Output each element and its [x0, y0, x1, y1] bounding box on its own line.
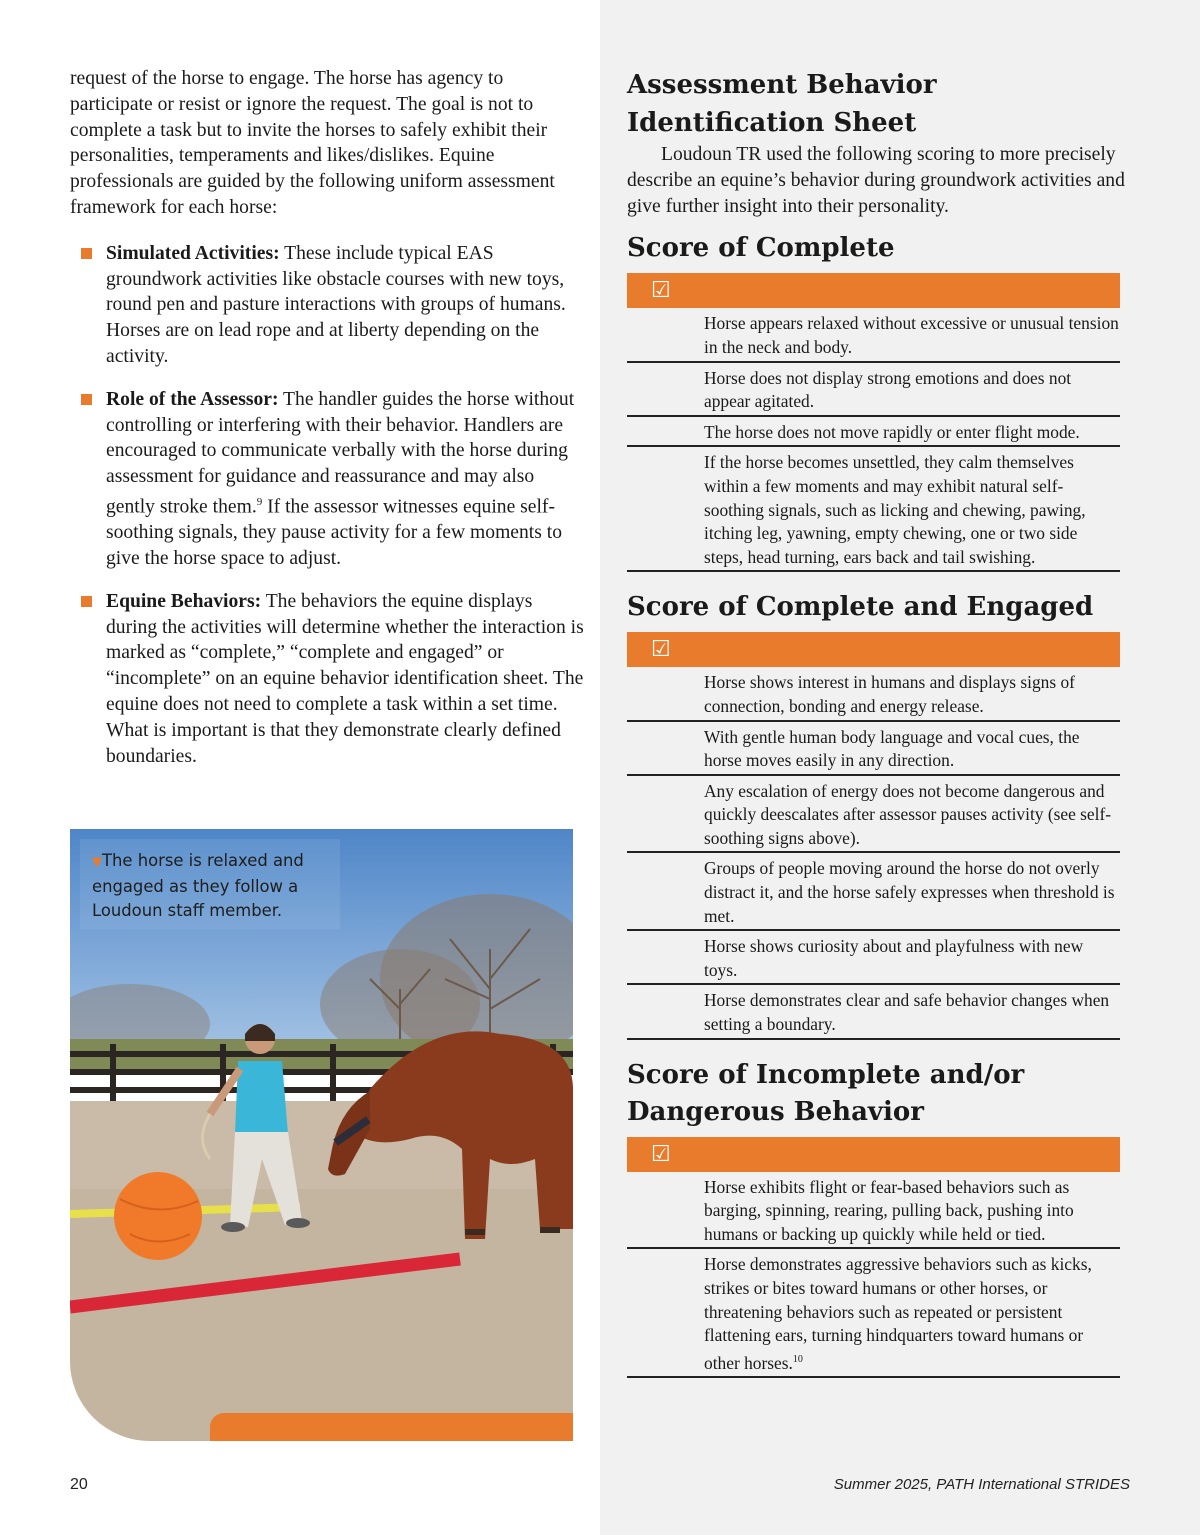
caption-triangle-icon: ▼: [92, 855, 102, 870]
horse-photo: [70, 829, 573, 1441]
list-item: [70, 589, 585, 770]
photo-caption: [92, 849, 342, 923]
caption-text: The horse is relaxed and engaged as they follow a Loudoun staff member.: [92, 851, 304, 920]
list-item: Horse does not display strong emotions and does not appear agitated.: [627, 363, 1120, 417]
list-item: If the horse becomes unsettled, they calm themselves within a few moments and may exhibit natural self-soothing signals, such as licking and chewing, pawing, itching leg, yawning, empty chewing, one or two side steps, head turning, ears back and tail swishing.: [627, 447, 1120, 572]
sheet-intro: Loudoun TR used the following scoring to more precisely describe an equine’s behavior during groundwork activities and give further insight into their personality.: [627, 144, 1125, 217]
bullet-text: The behaviors the equine displays during the activities will determine whether the interaction is marked as “complete,” “complete and engaged” or “incomplete” on an equine behavior identification sheet. The equine does not need to complete a task within a set time. What is important is that they demonstrate clearly defined boundaries.: [106, 590, 584, 767]
list-item: [70, 241, 585, 370]
section-title-incomplete: Score of Incomplete and/or Dangerous Behavior: [627, 1059, 1025, 1127]
left-column: [70, 66, 585, 786]
footnote-ref: 10: [792, 1353, 803, 1365]
bullet-label: Simulated Activities:: [106, 242, 280, 264]
bullet-square-icon: [81, 394, 92, 405]
section-title-complete: Score of Complete: [627, 233, 895, 264]
list-item: Groups of people moving around the horse do not overly distract it, and the horse safely expresses when threshold is met.: [627, 853, 1120, 931]
list-item: Horse exhibits flight or fear-based behaviors such as barging, spinning, rearing, pulling back, pushing into humans or backing up quickly while held or tied.: [627, 1172, 1120, 1250]
checkbox-icon: ☑: [651, 278, 671, 304]
criteria-list-incomplete: [627, 1172, 1120, 1379]
list-item: The horse does not move rapidly or enter flight mode.: [627, 417, 1120, 448]
photo-accent-bar: [210, 1413, 573, 1441]
list-item: Horse demonstrates clear and safe behavior changes when setting a boundary.: [627, 985, 1120, 1039]
sheet-title: Assessment Behavior Identification Sheet: [627, 70, 937, 138]
checkbox-icon: ☑: [651, 1141, 671, 1167]
publication-name: Summer 2025, PATH International STRIDES: [833, 1476, 1130, 1493]
checkbox-header-bar: [627, 273, 1120, 308]
bullet-square-icon: [81, 596, 92, 607]
orange-ball: [114, 1172, 202, 1260]
criteria-list-complete-engaged: [627, 667, 1120, 1039]
right-column: [627, 66, 1137, 1378]
intro-paragraph: request of the horse to engage. The horse has agency to participate or resist or ignore the request. The goal is not to complete a task but to invite the horses to safely exhibit their personalities, temperaments and likes/dislikes. Equine professionals are guided by the following uniform assessment framework for each horse:: [70, 68, 555, 218]
list-item: Horse appears relaxed without excessive or unusual tension in the neck and body.: [627, 308, 1120, 362]
list-item: Any escalation of energy does not become dangerous and quickly deescalates after assessor pauses activity (see self-soothing signs above).: [627, 776, 1120, 854]
framework-list: [70, 241, 585, 770]
bullet-label: Equine Behaviors:: [106, 590, 262, 612]
list-item: Horse shows curiosity about and playfulness with new toys.: [627, 931, 1120, 985]
bullet-square-icon: [81, 248, 92, 259]
page-number: 20: [70, 1476, 88, 1493]
footnote-ref: 9: [256, 495, 263, 508]
bullet-text: These include typical EAS groundwork activities like obstacle courses with new toys, round pen and pasture interactions with groups of humans. Horses are on lead rope and at liberty depending on the activity.: [106, 242, 566, 367]
bullet-text: The handler guides the horse without controlling or interfering with their behavior. Handlers are encouraged to communicate verbally with the horse during assessment for guidance and reassurance and may also gently stroke them.: [106, 388, 575, 518]
criteria-list-complete: [627, 308, 1120, 572]
list-item: With gentle human body language and vocal cues, the horse moves easily in any direction.: [627, 722, 1120, 776]
checkbox-header-bar: [627, 1137, 1120, 1172]
list-item: Horse shows interest in humans and displays signs of connection, bonding and energy release.: [627, 667, 1120, 721]
checkbox-header-bar: [627, 632, 1120, 667]
list-item: [70, 387, 585, 572]
bullet-label: Role of the Assessor:: [106, 388, 279, 410]
checkbox-icon: ☑: [651, 637, 671, 663]
section-title-complete-engaged: Score of Complete and Engaged: [627, 592, 1094, 623]
list-item-text: Horse demonstrates aggressive behaviors such as kicks, strikes or bites toward humans or other horses, or threatening behaviors such as repeated or persistent flattening ears, turning hindquarters toward humans or other horses.: [704, 1254, 1092, 1373]
list-item: [627, 1249, 1120, 1378]
bullet-text-continued: If the assessor witnesses equine self-soothing signals, they pause activity for a few moments to give the horse space to adjust.: [106, 496, 563, 570]
